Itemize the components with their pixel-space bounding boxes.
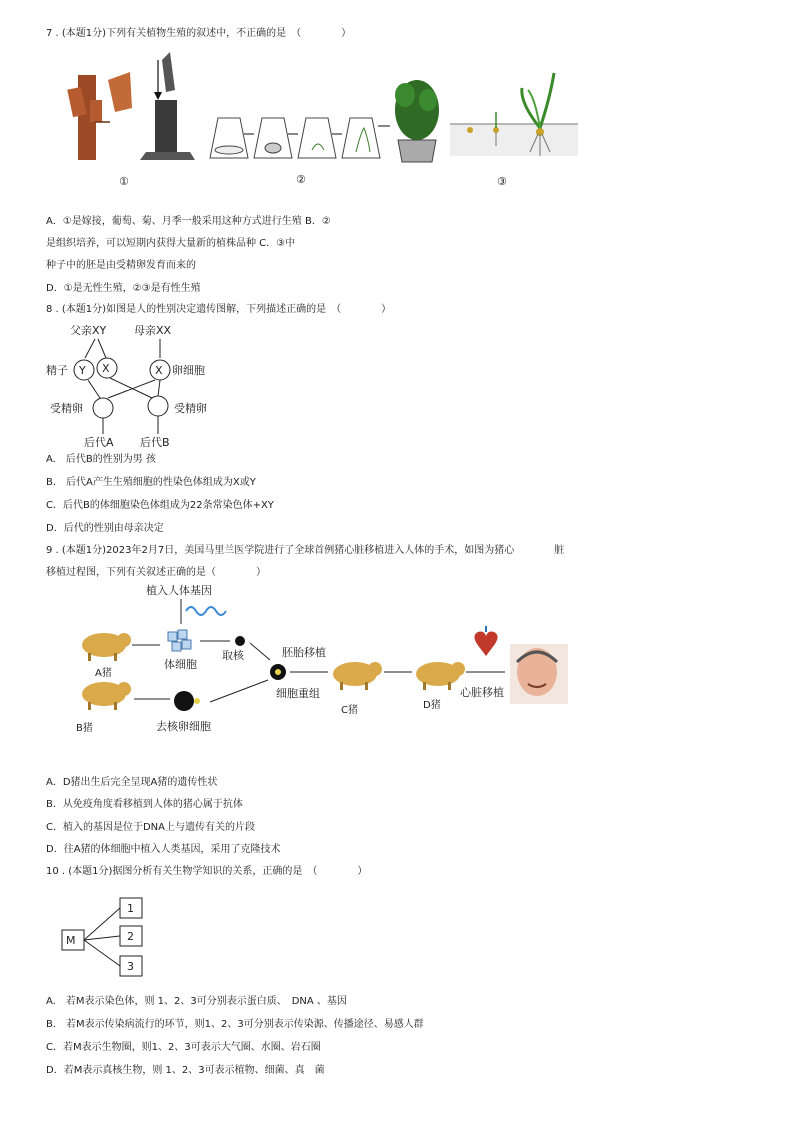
q7-stem: 7 . (本题1分)下列有关植物生殖的叙述中，不正确的是 （ ） [46,28,352,39]
q8-stem: 8 . (本题1分)如图是人的性别决定遗传图解，下列描述正确的是 （ ） [46,304,392,315]
q7-option-a-line3: 种子中的胚是由受精卵发育而来的 [46,260,196,271]
q7-option-d: D．①是无性生殖，②③是有性生殖 [46,283,201,294]
egg-label: 卵细胞 [172,364,205,377]
q9-stem-line1: 9 . (本题1分)2023年2月7日，美国马里兰医学院进行了全球首例猪心脏移植进入人体的手术，如图为猪心 脏 [46,545,565,556]
pig-c-label: C猪 [341,705,358,716]
box-1-text: 1 [127,902,134,915]
box-2-text: 2 [127,930,134,943]
body-cell-label: 体细胞 [164,658,197,671]
embryo-transfer-label: 胚胎移植 [282,646,326,659]
q10-option-a: A. 若M表示染色体，则 1、2、3可分别表示蛋白质、 DNA 、基因 [46,996,347,1007]
q8-option-a: A. 后代B的性别为男 孩 [46,454,156,465]
q8-option-b: B. 后代A产生生殖细胞的性染色体组成为X或Y [46,477,256,488]
fig-label-3: ③ [497,175,507,188]
sperm-label: 精子 [46,364,68,377]
pig-b-label: B猪 [76,723,93,734]
recombined-label: 细胞重组 [276,687,320,700]
q8-option-c: C．后代B的体细胞染色体组成为22条常染色体+XY [46,500,274,511]
offspring-a-label: 后代A [84,436,114,449]
box-m-text: M [66,934,76,947]
take-nucleus-label: 取核 [222,649,244,662]
q9-option-c: C．植入的基因是位于DNA上与遗传有关的片段 [46,822,256,833]
egg-x-letter: X [155,364,163,377]
q7-option-a-line2: 是组织培养，可以短期内获得大量新的植株品种 C．③中 [46,238,296,249]
pig-d-label: D猪 [423,700,441,711]
box-3-text: 3 [127,960,134,973]
enucleated-egg-label: 去核卵细胞 [156,720,211,733]
pig-a-label: A猪 [95,668,112,679]
q10-option-b: B. 若M表示传染病流行的环节，则1、2、3可分别表示传染源、传播途径、易感人群 [46,1019,424,1030]
gene-label: 植入人体基因 [146,584,212,597]
q10-option-d: D．若M表示真核生物，则 1、2、3可表示植物、细菌、真 菌 [46,1065,325,1076]
q9-option-a: A．D猪出生后完全呈现A猪的遗传性状 [46,777,218,788]
q8-option-d: D．后代的性别由母亲决定 [46,523,164,534]
q9-option-b: B．从免疫角度看移植到人体的猪心属于抗体 [46,799,243,810]
fig-label-1: ① [119,175,129,188]
q7-option-a-line1: A．①是嫁接，葡萄、菊、月季一般采用这种方式进行生殖 B．② [46,216,331,227]
sperm-y-letter: Y [79,364,86,377]
q9-stem-line2: 移植过程图，下列有关叙述正确的是（ ） [46,567,266,578]
mother-label: 母亲XX [134,324,172,337]
fig-label-2: ② [296,173,306,186]
offspring-b-label: 后代B [140,436,170,449]
q9-option-d: D．往A猪的体细胞中植入人类基因，采用了克隆技术 [46,844,281,855]
zygote-left-label: 受精卵 [50,402,83,415]
heart-transplant-label: 心脏移植 [460,686,504,699]
sperm-x-letter: X [102,362,110,375]
q10-stem: 10 . (本题1分)据图分析有关生物学知识的关系，正确的是 （ ） [46,866,368,877]
q10-option-c: C．若M表示生物圈，则1、2、3可表示大气圈、水圈、岩石圈 [46,1042,321,1053]
father-label: 父亲XY [70,324,107,337]
zygote-right-label: 受精卵 [174,402,207,415]
